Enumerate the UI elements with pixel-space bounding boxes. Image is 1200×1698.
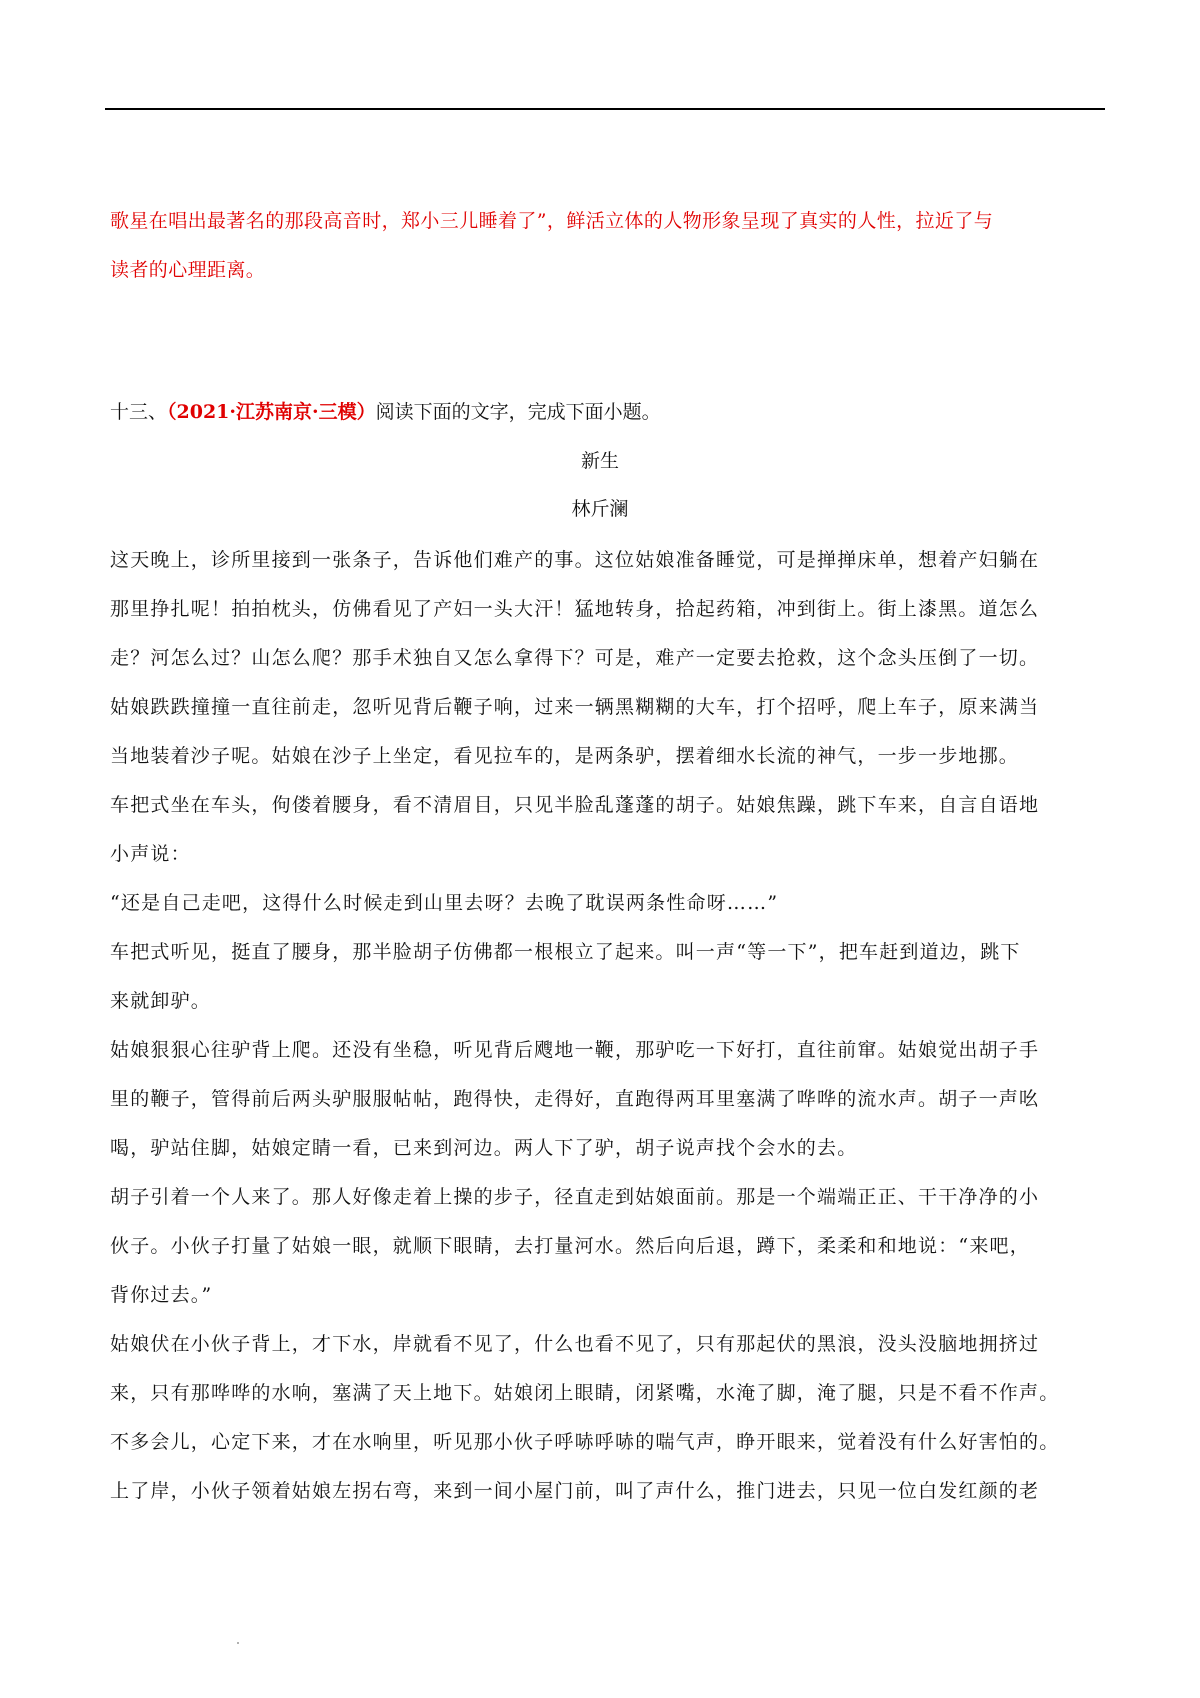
article-line: 背你过去。”	[110, 1284, 213, 1306]
page-speck	[237, 1642, 239, 1644]
article-line: 来，只有那哗哗的水响，塞满了天上地下。姑娘闭上眼睛，闭紧嘴，水淹了脚，淹了腿，只是不看不作声。	[110, 1382, 1060, 1404]
article-line: 姑娘狠狠心往驴背上爬。还没有坐稳，听见背后飕地一鞭，那驴吃一下好打，直往前窜。姑娘觉出胡子手	[110, 1039, 1040, 1061]
article-line: 当地装着沙子呢。姑娘在沙子上坐定，看见拉车的，是两条驴，摆着细水长流的神气，一步一步地挪。	[110, 745, 1020, 767]
question-number: 十三、	[110, 401, 168, 423]
answer-line: 歌星在唱出最著名的那段高音时，郑小三儿睡着了”，鲜活立体的人物形象呈现了真实的人性，拉近了与	[110, 210, 994, 232]
article-line: 姑娘跌跌撞撞一直往前走，忽听见背后鞭子响，过来一辆黑糊糊的大车，打个招呼，爬上车子，原来满当	[110, 696, 1040, 718]
article-title: 新生	[580, 450, 619, 472]
article-line: 来就卸驴。	[110, 990, 212, 1012]
question-instruction: 阅读下面的文字，完成下面小题。	[375, 401, 661, 423]
article-line: 那里挣扎呢！拍拍枕头，仿佛看见了产妇一头大汗！猛地转身，拾起药箱，冲到街上。街上漆黑。道怎么	[110, 598, 1040, 620]
header-rule	[105, 108, 1105, 110]
article-line: 伙子。小伙子打量了姑娘一眼，就顺下眼睛，去打量河水。然后向后退，蹲下，柔柔和和地说：“来吧，	[110, 1235, 1030, 1257]
article-line: 小声说：	[110, 843, 191, 865]
answer-text	[110, 197, 1100, 295]
article-line: 车把式坐在车头，佝偻着腰身，看不清眉目，只见半脸乱蓬蓬的胡子。姑娘焦躁，跳下车来，自言自语地	[110, 794, 1040, 816]
article-line: 不多会儿，心定下来，才在水响里，听见那小伙子呼哧呼哧的喘气声，睁开眼来，觉着没有什么好害怕的。	[110, 1431, 1060, 1453]
article-body	[110, 536, 1100, 1516]
article-line: 喝，驴站住脚，姑娘定睛一看，已来到河边。两人下了驴，胡子说声找个会水的去。	[110, 1137, 858, 1159]
answer-line: 读者的心理距离。	[110, 259, 266, 281]
article-line: 上了岸，小伙子领着姑娘左拐右弯，来到一间小屋门前，叫了声什么，推门进去，只见一位白发红颜的老	[110, 1480, 1040, 1502]
article-line: 走？河怎么过？山怎么爬？那手术独自又怎么拿得下？可是，难产一定要去抢救，这个念头压倒了一切。	[110, 647, 1040, 669]
article-line: 这天晚上，诊所里接到一张条子，告诉他们难产的事。这位姑娘准备睡觉，可是掸掸床单，想着产妇躺在	[110, 549, 1040, 571]
article-line: 车把式听见，挺直了腰身，那半脸胡子仿佛都一根根立了起来。叫一声“等一下”，把车赶到道边，跳下	[110, 941, 1021, 963]
article-line: “还是自己走吧，这得什么时候走到山里去呀？去晚了耽误两条性命呀……”	[110, 892, 779, 914]
article-author: 林斤澜	[571, 498, 629, 520]
article-line: 里的鞭子，管得前后两头驴服服帖帖，跑得快，走得好，直跑得两耳里塞满了哗哗的流水声。胡子一声吆	[110, 1088, 1040, 1110]
article-line: 胡子引着一个人来了。那人好像走着上操的步子，径直走到姑娘面前。那是一个端端正正、干干净净的小	[110, 1186, 1040, 1208]
question-source: （2021·江苏南京·三模）	[167, 401, 376, 423]
article-line: 姑娘伏在小伙子背上，才下水，岸就看不见了，什么也看不见了，只有那起伏的黑浪，没头没脑地拥挤过	[110, 1333, 1040, 1355]
question-heading	[110, 395, 661, 429]
